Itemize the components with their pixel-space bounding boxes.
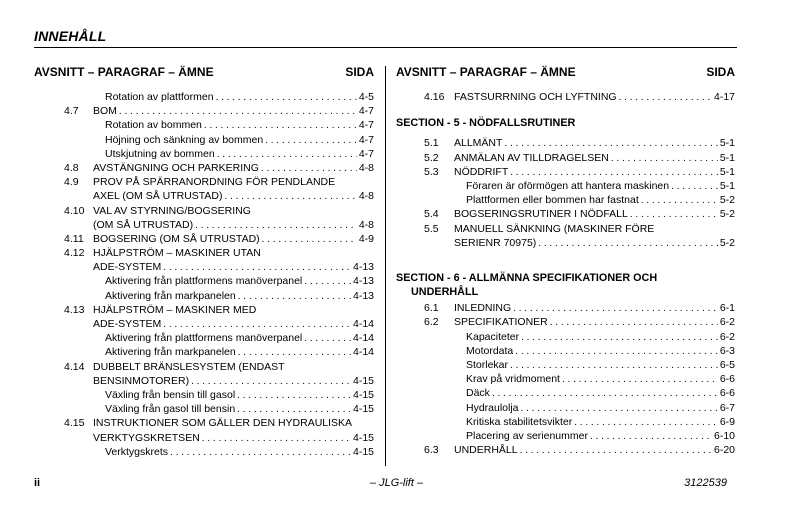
toc-entry-title: ADE-SYSTEM — [93, 318, 162, 330]
toc-entry — [396, 151, 735, 165]
section-6-heading-line2: UNDERHÅLL — [411, 286, 479, 299]
dot-leader — [521, 331, 718, 344]
toc-entry-number: 6.2 — [424, 316, 439, 329]
toc-entry-page: 6-3 — [719, 344, 735, 357]
toc-entry-title: INLEDNING — [454, 302, 512, 315]
toc-line — [396, 136, 735, 150]
toc-column-left — [34, 64, 374, 459]
toc-entry-number: 5.5 — [424, 222, 439, 235]
toc-entry — [34, 331, 374, 345]
toc-entry — [396, 443, 735, 457]
toc-entry-page: 4-5 — [358, 91, 374, 103]
toc-entry-page: 5-2 — [719, 208, 735, 221]
toc-entry-page: 6-6 — [719, 387, 735, 400]
toc-entry-page: 4-17 — [713, 91, 735, 103]
toc-entry — [396, 301, 735, 315]
dot-leader — [538, 237, 718, 250]
dot-leader — [225, 190, 357, 203]
toc-entry-number: 5.4 — [424, 208, 439, 221]
toc-entry-title: SERIENR 70975) — [454, 236, 537, 249]
toc-entry-number: 4.10 — [64, 204, 85, 217]
toc-entry-title: Verktygskrets — [105, 445, 169, 458]
toc-line — [396, 401, 735, 415]
toc-list-right-top — [396, 90, 735, 104]
toc-entry-number: 5.1 — [424, 137, 439, 150]
toc-entry-number: 4.7 — [64, 105, 79, 118]
toc-entry — [34, 402, 374, 416]
toc-entry-title: Höjning och sänkning av bommen — [105, 133, 264, 146]
toc-entry-title: HJÄLPSTRÖM – MASKINER UTAN — [93, 247, 261, 260]
toc-entry — [34, 175, 374, 203]
dot-leader — [510, 166, 718, 179]
dot-leader — [611, 152, 718, 165]
toc-entry-page: 6-6 — [719, 373, 735, 386]
toc-line — [34, 260, 374, 274]
toc-entry-number: 4.15 — [64, 417, 85, 430]
toc-line — [396, 193, 735, 207]
dot-leader — [504, 137, 717, 150]
toc-entry-page: 6-1 — [719, 302, 735, 315]
toc-entry-page: 4-14 — [352, 346, 374, 359]
toc-entry-title: Aktivering från plattformens manöverpanel — [105, 332, 303, 345]
dot-leader — [163, 261, 351, 274]
toc-entry-title: Däck — [466, 387, 490, 400]
toc-entry-title: Kapaciteter — [466, 330, 520, 343]
toc-entry — [34, 416, 374, 444]
section-6-heading-line1: SECTION - 6 - ALLMÄNNA SPECIFIKATIONER OCH — [396, 271, 658, 284]
dot-leader — [641, 194, 718, 207]
toc-entry-number: 4.8 — [64, 161, 79, 174]
dot-leader — [119, 105, 357, 118]
toc-entry-page: 4-13 — [352, 261, 374, 274]
toc-entry-number: 4.16 — [424, 91, 445, 103]
toc-entry-title: AXEL (OM SÅ UTRUSTAD) — [93, 190, 223, 203]
toc-entry-title: NÖDDRIFT — [454, 165, 509, 178]
toc-entry-title: Utskjutning av bommen — [105, 147, 215, 160]
toc-entry-title: FASTSURRNING OCH LYFTNING — [454, 91, 617, 103]
dot-leader — [510, 359, 718, 372]
dot-leader — [304, 332, 351, 345]
toc-line — [34, 204, 374, 218]
dot-leader — [520, 444, 712, 457]
toc-entry-number: 4.12 — [64, 247, 85, 260]
toc-entry-title: ALLMÄNT — [454, 137, 503, 150]
toc-entry-title: VERKTYGSKRETSEN — [93, 431, 200, 444]
toc-entry — [396, 165, 735, 179]
dot-leader — [191, 375, 351, 388]
toc-line — [34, 303, 374, 317]
toc-entry — [34, 289, 374, 303]
toc-line — [34, 289, 374, 303]
toc-line — [396, 236, 735, 250]
dot-leader — [590, 430, 712, 443]
dot-leader — [619, 91, 712, 104]
toc-entry-title: Växling från bensin till gasol — [105, 388, 236, 401]
toc-entry-page: 4-8 — [358, 161, 374, 174]
toc-entry — [34, 204, 374, 232]
toc-line — [396, 372, 735, 386]
toc-line — [34, 147, 374, 161]
toc-line — [34, 345, 374, 359]
toc-entry-page: 4-9 — [358, 232, 374, 245]
toc-entry-title: HJÄLPSTRÖM – MASKINER MED — [93, 303, 257, 316]
toc-entry — [396, 386, 735, 400]
toc-entry-title: Växling från gasol till bensin — [105, 403, 236, 416]
toc-column-right — [396, 64, 735, 457]
toc-entry-page: 5-1 — [719, 151, 735, 164]
toc-entry-title: PROV PÅ SPÄRRANORDNING FÖR PENDLANDE — [93, 176, 336, 189]
toc-line — [34, 416, 374, 430]
toc-entry-page: 6-20 — [713, 444, 735, 457]
toc-entry-title: ADE-SYSTEM — [93, 261, 162, 274]
dot-leader — [492, 387, 718, 400]
column-divider — [385, 66, 386, 466]
toc-entry — [34, 133, 374, 147]
toc-entry-title: UNDERHÅLL — [454, 444, 518, 457]
toc-list-section-5 — [396, 136, 735, 250]
toc-line — [396, 165, 735, 179]
toc-entry-title: BENSINMOTORER) — [93, 374, 190, 387]
toc-line — [34, 189, 374, 203]
dot-leader — [217, 148, 357, 161]
toc-entry-page: 6-9 — [719, 415, 735, 428]
toc-entry — [34, 388, 374, 402]
toc-entry — [396, 429, 735, 443]
toc-line — [34, 161, 374, 175]
toc-entry-title: Hydraulolja — [466, 401, 519, 414]
toc-list-section-6 — [396, 301, 735, 457]
toc-line — [396, 443, 735, 457]
toc-entry-title: INSTRUKTIONER SOM GÄLLER DEN HYDRAULISKA — [93, 417, 353, 430]
toc-line — [396, 358, 735, 372]
toc-entry-page: 4-15 — [352, 445, 374, 458]
toc-line — [34, 232, 374, 246]
column-header-left — [34, 64, 374, 80]
footer-brand: – JLG-lift – — [369, 477, 424, 489]
toc-entry-page: 4-14 — [352, 332, 374, 345]
dot-leader — [216, 91, 357, 104]
toc-entry-title: Placering av serienummer — [466, 429, 588, 442]
toc-line — [396, 90, 735, 104]
toc-line — [34, 360, 374, 374]
toc-line — [34, 90, 374, 104]
toc-entry-page: 4-7 — [358, 119, 374, 132]
toc-entry-page: 5-1 — [719, 137, 735, 150]
dot-leader — [237, 389, 351, 402]
toc-entry-page: 5-1 — [719, 179, 735, 192]
toc-entry-title: AVSTÄNGNING OCH PARKERING — [93, 161, 259, 174]
toc-entry-page: 4-13 — [352, 275, 374, 288]
toc-entry — [396, 207, 735, 221]
toc-entry-title: ANMÄLAN AV TILLDRAGELSEN — [454, 151, 609, 164]
dot-leader — [238, 346, 351, 359]
page-title: INNEHÅLL — [34, 28, 107, 44]
toc-line — [34, 246, 374, 260]
toc-entry-title: (OM SÅ UTRUSTAD) — [93, 218, 194, 231]
toc-entry — [34, 445, 374, 459]
toc-line — [34, 274, 374, 288]
toc-entry-title: BOGSERINGSRUTINER I NÖDFALL — [454, 208, 628, 221]
toc-line — [34, 118, 374, 132]
toc-line — [34, 445, 374, 459]
toc-entry-title: Storlekar — [466, 359, 509, 372]
toc-entry — [396, 358, 735, 372]
dot-leader — [513, 302, 718, 315]
toc-entry-title: MANUELL SÄNKNING (MASKINER FÖRE — [454, 222, 655, 235]
toc-entry-title: VAL AV STYRNING/BOGSERING — [93, 204, 251, 217]
dot-leader — [574, 416, 718, 429]
toc-entry — [34, 161, 374, 175]
toc-entry-page: 4-7 — [358, 105, 374, 118]
toc-entry-title: Aktivering från plattformens manöverpanel — [105, 275, 303, 288]
toc-entry — [34, 345, 374, 359]
dot-leader — [671, 180, 718, 193]
toc-entry — [34, 232, 374, 246]
toc-entry-page: 4-7 — [358, 147, 374, 160]
dot-leader — [630, 208, 718, 221]
column-header-label: AVSNITT – PARAGRAF – ÄMNE — [396, 65, 576, 79]
toc-line — [396, 179, 735, 193]
toc-line — [396, 429, 735, 443]
toc-entry-number: 5.2 — [424, 151, 439, 164]
toc-entry-title: Aktivering från markpanelen — [105, 289, 236, 302]
toc-line — [396, 207, 735, 221]
toc-entry — [34, 246, 374, 274]
toc-entry — [396, 136, 735, 150]
toc-entry-page: 6-2 — [719, 330, 735, 343]
toc-entry-page: 4-8 — [358, 218, 374, 231]
toc-entry-page: 6-7 — [719, 401, 735, 414]
toc-entry-number: 4.9 — [64, 176, 79, 189]
toc-entry-page: 5-2 — [719, 194, 735, 207]
toc-entry — [396, 330, 735, 344]
toc-entry-title: Krav på vridmoment — [466, 373, 560, 386]
dot-leader — [515, 345, 718, 358]
toc-line — [396, 344, 735, 358]
toc-entry-title: Rotation av plattformen — [105, 91, 214, 103]
toc-line — [34, 175, 374, 189]
toc-line — [34, 317, 374, 331]
toc-entry-page: 6-2 — [719, 316, 735, 329]
toc-entry — [396, 179, 735, 193]
toc-entry — [396, 415, 735, 429]
dot-leader — [304, 275, 351, 288]
footer-doc-number: 3122539 — [684, 477, 727, 489]
toc-entry-title: Föraren är oförmögen att hantera maskinen — [466, 179, 670, 192]
dot-leader — [163, 318, 351, 331]
toc-line — [396, 415, 735, 429]
dot-leader — [562, 373, 718, 386]
toc-entry-page: 4-15 — [352, 431, 374, 444]
dot-leader — [262, 233, 357, 246]
toc-entry — [396, 372, 735, 386]
dot-leader — [261, 162, 357, 175]
toc-line — [396, 330, 735, 344]
toc-entry-page: 4-15 — [352, 388, 374, 401]
toc-entry — [34, 118, 374, 132]
toc-entry-number: 5.3 — [424, 165, 439, 178]
toc-line — [34, 133, 374, 147]
dot-leader — [237, 403, 351, 416]
toc-entry-page: 6-5 — [719, 359, 735, 372]
dot-leader — [521, 402, 718, 415]
toc-line — [34, 218, 374, 232]
toc-entry-title: SPECIFIKATIONER — [454, 316, 548, 329]
toc-entry — [34, 360, 374, 388]
toc-entry-page: 4-8 — [358, 190, 374, 203]
section-6-heading — [396, 271, 735, 299]
toc-entry — [34, 147, 374, 161]
column-header-page-label: SIDA — [706, 65, 735, 79]
toc-entry-page: 4-13 — [352, 289, 374, 302]
toc-entry-title: Motordata — [466, 344, 514, 357]
toc-line — [396, 151, 735, 165]
dot-leader — [238, 290, 351, 303]
toc-line — [396, 301, 735, 315]
toc-entry — [396, 401, 735, 415]
toc-entry-title: Kritiska stabilitetsvikter — [466, 415, 573, 428]
toc-entry-page: 6-10 — [713, 429, 735, 442]
toc-entry-title: Aktivering från markpanelen — [105, 346, 236, 359]
toc-entry-title: DUBBELT BRÄNSLESYSTEM (ENDAST — [93, 360, 285, 373]
toc-entry-page: 4-14 — [352, 318, 374, 330]
toc-list-left — [34, 90, 374, 459]
toc-entry-number: 4.13 — [64, 303, 85, 316]
toc-entry-page: 5-2 — [719, 236, 735, 249]
toc-line — [396, 315, 735, 329]
title-rule — [34, 47, 737, 48]
toc-entry — [396, 315, 735, 329]
column-header-page-label: SIDA — [345, 65, 374, 79]
toc-entry — [396, 222, 735, 250]
toc-entry — [34, 274, 374, 288]
toc-line — [34, 374, 374, 388]
toc-line — [34, 331, 374, 345]
toc-entry — [396, 193, 735, 207]
toc-entry — [34, 90, 374, 104]
toc-line — [34, 388, 374, 402]
footer-page-number: ii — [34, 477, 41, 489]
toc-entry-title: BOGSERING (OM SÅ UTRUSTAD) — [93, 232, 260, 245]
toc-line — [396, 386, 735, 400]
toc-entry — [396, 90, 735, 104]
toc-entry-page: 4-15 — [352, 403, 374, 416]
toc-entry-number: 4.11 — [64, 232, 84, 245]
dot-leader — [170, 446, 351, 459]
toc-entry-page: 4-7 — [358, 133, 374, 146]
toc-line — [396, 222, 735, 236]
toc-line — [34, 104, 374, 118]
toc-entry-page: 4-15 — [352, 374, 374, 387]
column-header-label: AVSNITT – PARAGRAF – ÄMNE — [34, 65, 214, 79]
toc-entry — [34, 104, 374, 118]
section-5-heading: SECTION - 5 - NÖDFALLSRUTINER — [396, 117, 576, 130]
dot-leader — [202, 432, 351, 445]
toc-entry-page: 5-1 — [719, 165, 735, 178]
dot-leader — [204, 119, 357, 132]
toc-entry-number: 6.3 — [424, 444, 439, 457]
column-header-right — [396, 64, 735, 80]
dot-leader — [195, 219, 357, 232]
toc-entry-number: 6.1 — [424, 302, 439, 315]
toc-entry-title: Rotation av bommen — [105, 119, 202, 132]
toc-entry-number: 4.14 — [64, 360, 85, 373]
dot-leader — [550, 316, 718, 329]
toc-line — [34, 431, 374, 445]
toc-line — [34, 402, 374, 416]
dot-leader — [265, 134, 357, 147]
toc-entry — [396, 344, 735, 358]
toc-entry-title: Plattformen eller bommen har fastnat — [466, 194, 639, 207]
toc-entry — [34, 303, 374, 331]
toc-entry-title: BOM — [93, 105, 117, 118]
